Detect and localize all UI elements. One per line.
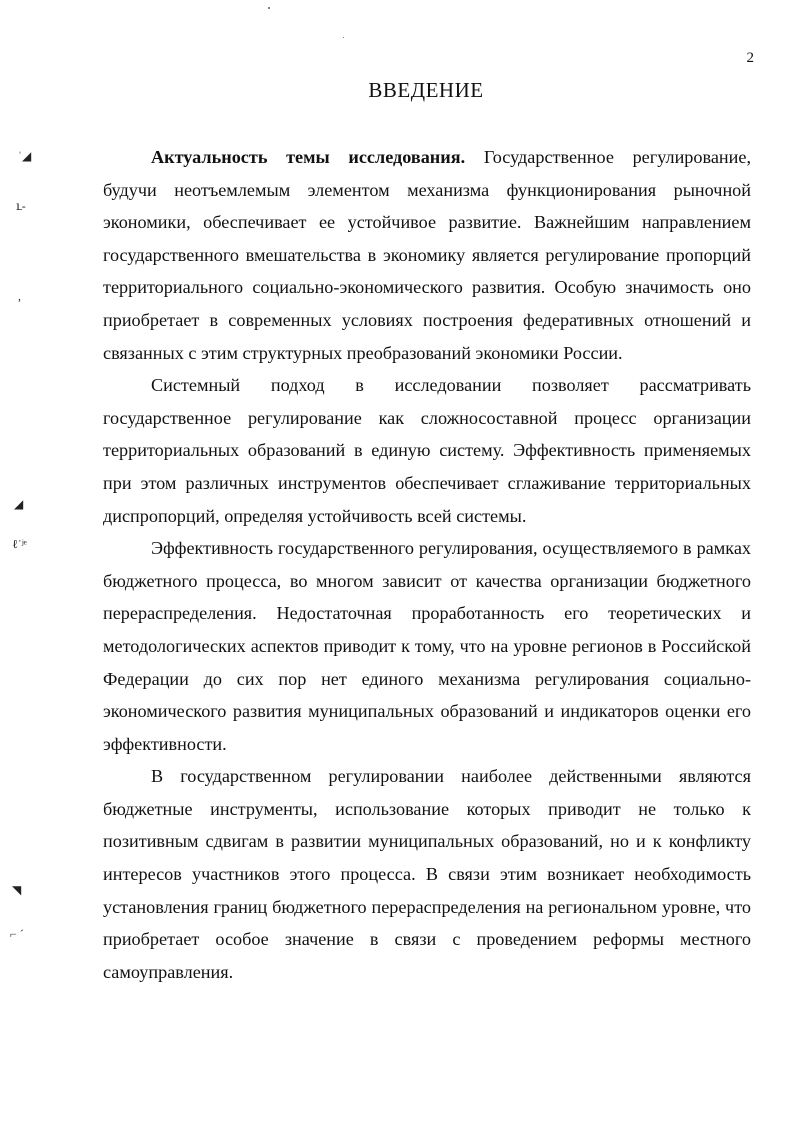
paragraph-lead: Актуальность темы исследования.	[151, 147, 466, 167]
scan-mark: ւ-	[16, 199, 26, 213]
scan-mark: ◢	[14, 497, 24, 511]
scan-dot	[343, 37, 344, 38]
scan-mark: ⌐ ˊ	[10, 927, 24, 941]
paragraph	[103, 760, 751, 988]
paragraph	[103, 141, 751, 369]
page-title: ВВЕДЕНИЕ	[368, 78, 484, 102]
scan-mark: ◥	[12, 883, 22, 897]
paragraph	[103, 532, 751, 760]
scan-dot	[268, 7, 270, 9]
scan-mark: ,	[18, 289, 21, 303]
paragraph-text: Системный подход в исследовании позволяет рассматривать государственное регулирование как сложносоставной процесс организации территориальных образований в единую систему. Эффективность применяемых при этом различных инструментов обеспечивает сглаживание территориальных диспропорций, определяя устойчивость всей системы.	[103, 375, 751, 526]
paragraph-text: Эффективность государственного регулирования, осуществляемого в рамках бюджетного процесса, во многом зависит от качества организации бюджетного перераспределения. Недостаточная проработанность его теоретических и методологических аспектов приводит к тому, что на уровне регионов в Российской Федерации до сих пор нет единого механизма регулирования социально-экономического развития муниципальных образований и индикаторов оценки его эффективности.	[103, 538, 751, 754]
paragraph-text: В государственном регулировании наиболее действенными являются бюджетные инструменты, использование которых приводит не только к позитивным сдвигам в развитии муниципальных образований, но и к конфликту интересов участников этого процесса. В связи этим возникает необходимость установления границ бюджетного перераспределения на региональном уровне, что приобретает особое значение в связи с проведением реформы местного самоуправления.	[103, 766, 751, 982]
paragraph	[103, 369, 751, 532]
document-body	[103, 141, 751, 988]
page-number: 2	[746, 50, 754, 66]
paragraph-text: Государственное регулирование, будучи неотъемлемым элементом механизма функционирования рыночной экономики, обеспечивает ее устойчивое развитие. Важнейшим направлением государственного вмешательства в экономику является регулирование пропорций территориального социально-экономического развития. Особую значимость оно приобретает в современных условиях построения федеративных отношений и связанных с этим структурных преобразований экономики России.	[103, 147, 751, 363]
scan-mark: ˈ◢	[18, 149, 32, 163]
scan-mark: ℓ˙ʲᵉ	[12, 537, 27, 551]
